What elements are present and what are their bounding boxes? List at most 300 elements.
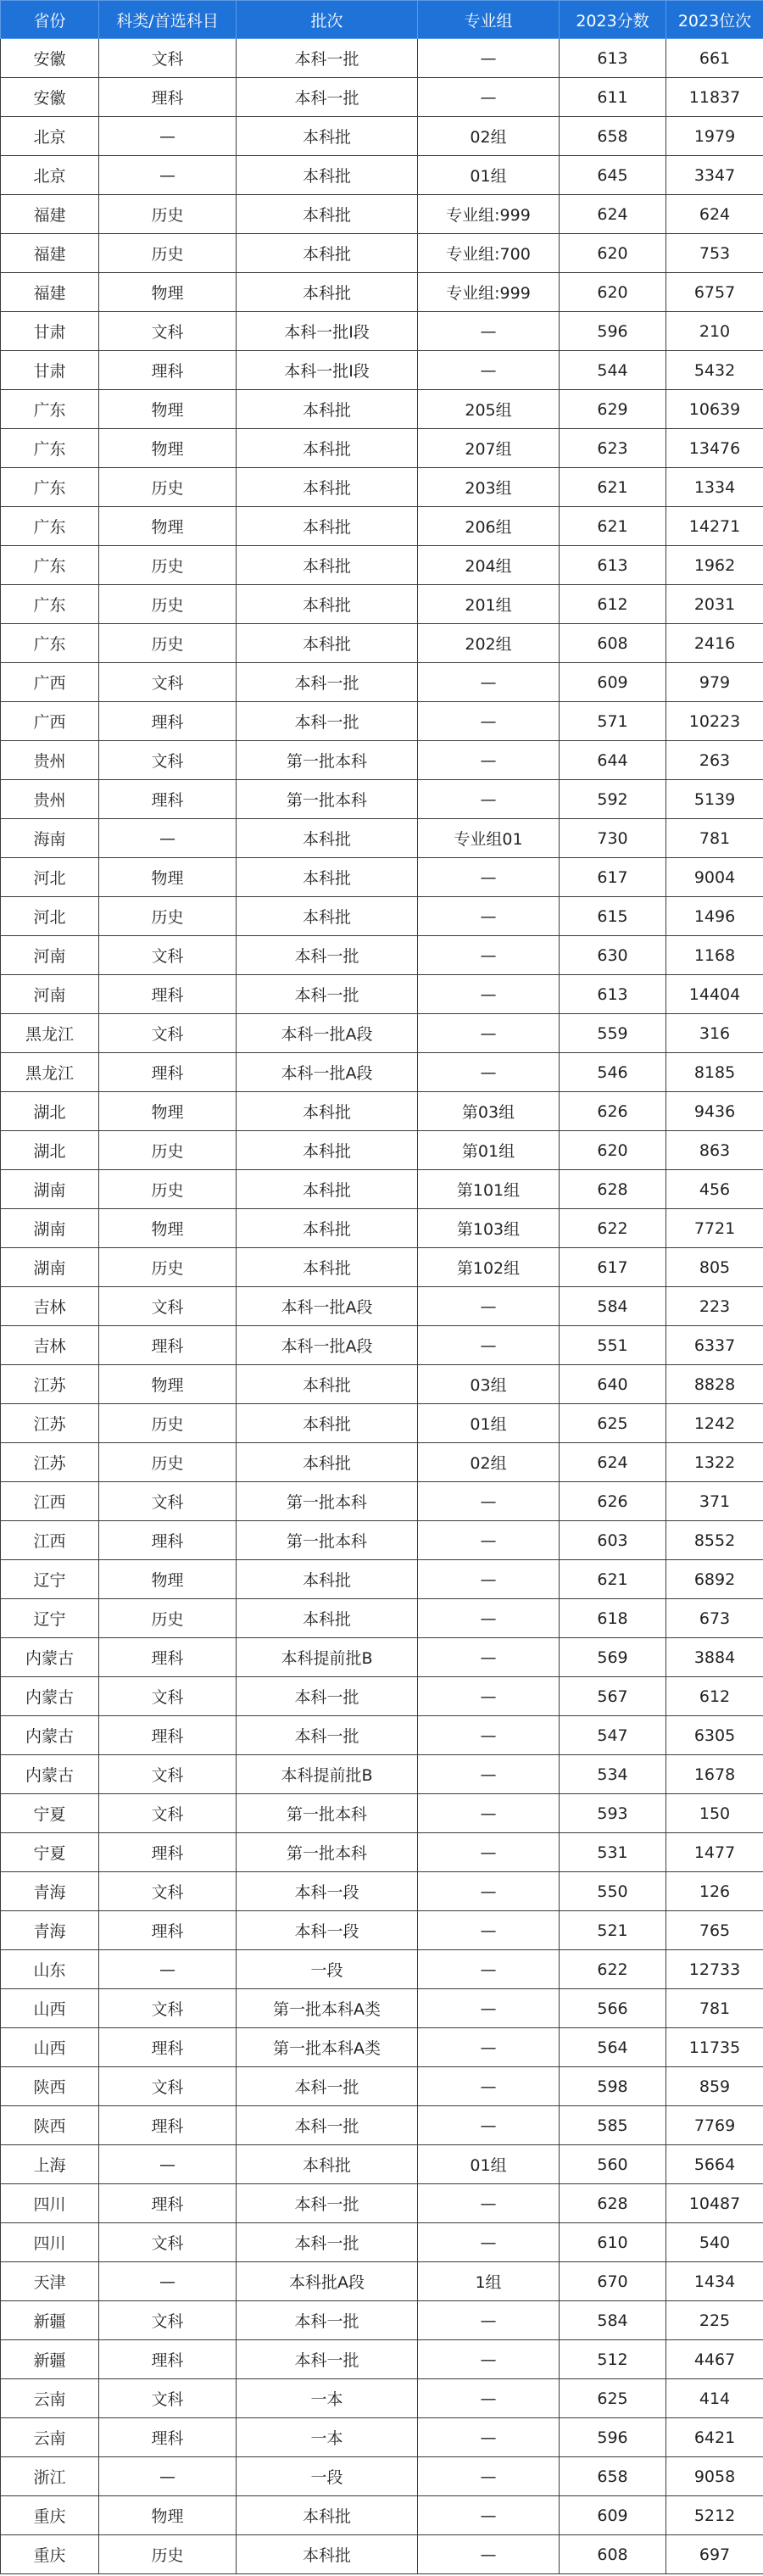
- cell-rank: 7769: [666, 2106, 763, 2145]
- cell-batch: 本科批: [237, 117, 418, 156]
- cell-major-group: 第01组: [418, 1131, 560, 1170]
- cell-batch: 本科一批: [237, 39, 418, 78]
- cell-rank: 150: [666, 1794, 763, 1833]
- cell-rank: 316: [666, 1014, 763, 1053]
- cell-major-group: —: [418, 1482, 560, 1521]
- cell-score: 630: [560, 936, 666, 975]
- cell-subject: 理科: [99, 1053, 237, 1092]
- cell-major-group: 204组: [418, 546, 560, 585]
- cell-rank: 624: [666, 195, 763, 234]
- cell-province: 北京: [1, 117, 99, 156]
- table-row: [1, 2223, 763, 2262]
- cell-province: 广东: [1, 390, 99, 429]
- cell-score: 598: [560, 2067, 666, 2106]
- cell-major-group: —: [418, 1872, 560, 1911]
- cell-province: 安徽: [1, 39, 99, 78]
- cell-rank: 10639: [666, 390, 763, 429]
- cell-score: 620: [560, 273, 666, 312]
- cell-major-group: —: [418, 1638, 560, 1677]
- cell-batch: 本科提前批B: [237, 1755, 418, 1794]
- cell-score: 564: [560, 2028, 666, 2067]
- cell-batch: 一段: [237, 2457, 418, 2496]
- table-row: [1, 1326, 763, 1365]
- cell-score: 571: [560, 702, 666, 741]
- cell-major-group: 01组: [418, 156, 560, 195]
- cell-batch: 第一批本科: [237, 780, 418, 819]
- cell-rank: 14404: [666, 975, 763, 1014]
- cell-rank: 5139: [666, 780, 763, 819]
- cell-batch: 本科批: [237, 858, 418, 897]
- cell-province: 湖南: [1, 1170, 99, 1209]
- cell-subject: 历史: [99, 546, 237, 585]
- cell-major-group: —: [418, 2418, 560, 2457]
- cell-score: 629: [560, 390, 666, 429]
- cell-subject: 文科: [99, 1872, 237, 1911]
- cell-batch: 本科批: [237, 2535, 418, 2574]
- cell-province: 北京: [1, 156, 99, 195]
- cell-major-group: 01组: [418, 2145, 560, 2184]
- cell-major-group: —: [418, 1326, 560, 1365]
- cell-subject: 理科: [99, 2340, 237, 2379]
- cell-batch: 本科一段: [237, 1872, 418, 1911]
- cell-province: 四川: [1, 2184, 99, 2223]
- cell-subject: 物理: [99, 1365, 237, 1404]
- cell-subject: 理科: [99, 1521, 237, 1560]
- cell-subject: —: [99, 156, 237, 195]
- cell-batch: 第一批本科A类: [237, 1989, 418, 2028]
- table-row: [1, 273, 763, 312]
- cell-subject: 文科: [99, 1989, 237, 2028]
- cell-score: 624: [560, 1443, 666, 1482]
- cell-rank: 223: [666, 1287, 763, 1326]
- cell-rank: 5432: [666, 351, 763, 390]
- table-row: [1, 1560, 763, 1599]
- cell-rank: 263: [666, 741, 763, 780]
- cell-batch: 本科批: [237, 1209, 418, 1248]
- cell-major-group: 第101组: [418, 1170, 560, 1209]
- cell-batch: 本科批: [237, 507, 418, 546]
- cell-province: 广东: [1, 585, 99, 624]
- cell-major-group: —: [418, 1911, 560, 1950]
- cell-major-group: —: [418, 663, 560, 702]
- cell-major-group: 03组: [418, 1365, 560, 1404]
- cell-rank: 14271: [666, 507, 763, 546]
- cell-province: 广东: [1, 624, 99, 663]
- cell-batch: 本科批: [237, 1365, 418, 1404]
- cell-subject: 历史: [99, 1599, 237, 1638]
- cell-subject: 历史: [99, 1131, 237, 1170]
- cell-subject: 理科: [99, 2106, 237, 2145]
- cell-subject: 文科: [99, 1677, 237, 1716]
- cell-subject: 文科: [99, 1755, 237, 1794]
- cell-batch: 本科批: [237, 390, 418, 429]
- cell-rank: 1242: [666, 1404, 763, 1443]
- cell-major-group: —: [418, 1755, 560, 1794]
- cell-major-group: —: [418, 780, 560, 819]
- table-row: [1, 624, 763, 663]
- cell-province: 广东: [1, 429, 99, 468]
- table-row: [1, 2106, 763, 2145]
- table-row: [1, 1209, 763, 1248]
- cell-province: 广东: [1, 546, 99, 585]
- cell-batch: 本科批: [237, 624, 418, 663]
- cell-major-group: 207组: [418, 429, 560, 468]
- cell-subject: 理科: [99, 78, 237, 117]
- cell-major-group: —: [418, 975, 560, 1014]
- table-row: [1, 1677, 763, 1716]
- table-row: [1, 975, 763, 1014]
- table-row: [1, 1131, 763, 1170]
- cell-subject: 理科: [99, 702, 237, 741]
- cell-rank: 673: [666, 1599, 763, 1638]
- cell-score: 620: [560, 234, 666, 273]
- cell-subject: 物理: [99, 1092, 237, 1131]
- cell-batch: 本科批: [237, 819, 418, 858]
- table-row: [1, 1482, 763, 1521]
- cell-major-group: 02组: [418, 117, 560, 156]
- table-row: [1, 234, 763, 273]
- cell-province: 内蒙古: [1, 1638, 99, 1677]
- header-score-2023: 2023分数: [560, 1, 666, 39]
- cell-province: 江苏: [1, 1443, 99, 1482]
- cell-rank: 8552: [666, 1521, 763, 1560]
- cell-rank: 1434: [666, 2262, 763, 2301]
- cell-score: 625: [560, 1404, 666, 1443]
- cell-rank: 1334: [666, 468, 763, 507]
- cell-subject: 历史: [99, 1170, 237, 1209]
- cell-major-group: —: [418, 741, 560, 780]
- cell-rank: 10223: [666, 702, 763, 741]
- cell-province: 四川: [1, 2223, 99, 2262]
- cell-rank: 2416: [666, 624, 763, 663]
- cell-subject: 历史: [99, 624, 237, 663]
- cell-rank: 9436: [666, 1092, 763, 1131]
- cell-batch: 本科一批: [237, 1716, 418, 1755]
- cell-subject: 文科: [99, 663, 237, 702]
- cell-province: 甘肃: [1, 312, 99, 351]
- cell-subject: 物理: [99, 1209, 237, 1248]
- cell-major-group: —: [418, 702, 560, 741]
- cell-province: 福建: [1, 195, 99, 234]
- cell-score: 645: [560, 156, 666, 195]
- table-row: [1, 1248, 763, 1287]
- table-row: [1, 2340, 763, 2379]
- cell-rank: 7721: [666, 1209, 763, 1248]
- cell-rank: 781: [666, 819, 763, 858]
- cell-province: 内蒙古: [1, 1716, 99, 1755]
- table-row: [1, 2535, 763, 2574]
- cell-province: 河北: [1, 897, 99, 936]
- cell-subject: 理科: [99, 780, 237, 819]
- cell-score: 566: [560, 1989, 666, 2028]
- cell-rank: 10487: [666, 2184, 763, 2223]
- cell-province: 青海: [1, 1872, 99, 1911]
- cell-major-group: —: [418, 2067, 560, 2106]
- table-row: [1, 2457, 763, 2496]
- cell-batch: 第一批本科: [237, 1794, 418, 1833]
- cell-rank: 3347: [666, 156, 763, 195]
- cell-province: 广西: [1, 663, 99, 702]
- cell-rank: 6305: [666, 1716, 763, 1755]
- cell-batch: 本科批: [237, 546, 418, 585]
- cell-major-group: 专业组:999: [418, 273, 560, 312]
- cell-major-group: —: [418, 351, 560, 390]
- table-row: [1, 2145, 763, 2184]
- table-row: [1, 117, 763, 156]
- table-row: [1, 1521, 763, 1560]
- cell-batch: 本科一批: [237, 2106, 418, 2145]
- cell-province: 辽宁: [1, 1599, 99, 1638]
- cell-province: 江西: [1, 1482, 99, 1521]
- cell-subject: 理科: [99, 1833, 237, 1872]
- cell-subject: 理科: [99, 351, 237, 390]
- cell-rank: 6892: [666, 1560, 763, 1599]
- cell-province: 云南: [1, 2418, 99, 2457]
- cell-rank: 13476: [666, 429, 763, 468]
- cell-major-group: —: [418, 2457, 560, 2496]
- cell-score: 644: [560, 741, 666, 780]
- cell-subject: —: [99, 1950, 237, 1989]
- cell-major-group: —: [418, 2535, 560, 2574]
- table-row: [1, 663, 763, 702]
- cell-major-group: —: [418, 1677, 560, 1716]
- cell-score: 620: [560, 1131, 666, 1170]
- cell-province: 甘肃: [1, 351, 99, 390]
- cell-province: 贵州: [1, 780, 99, 819]
- cell-subject: —: [99, 2145, 237, 2184]
- cell-subject: 历史: [99, 1404, 237, 1443]
- cell-score: 512: [560, 2340, 666, 2379]
- cell-province: 海南: [1, 819, 99, 858]
- cell-rank: 414: [666, 2379, 763, 2418]
- cell-batch: 本科批: [237, 1404, 418, 1443]
- table-row: [1, 1170, 763, 1209]
- table-row: [1, 1716, 763, 1755]
- cell-batch: 本科批: [237, 195, 418, 234]
- cell-rank: 11735: [666, 2028, 763, 2067]
- cell-rank: 765: [666, 1911, 763, 1950]
- cell-score: 625: [560, 2379, 666, 2418]
- cell-rank: 225: [666, 2301, 763, 2340]
- cell-batch: 本科批: [237, 1443, 418, 1482]
- cell-rank: 126: [666, 1872, 763, 1911]
- cell-score: 658: [560, 117, 666, 156]
- cell-subject: 物理: [99, 858, 237, 897]
- cell-rank: 1979: [666, 117, 763, 156]
- cell-score: 609: [560, 663, 666, 702]
- cell-score: 658: [560, 2457, 666, 2496]
- cell-rank: 863: [666, 1131, 763, 1170]
- cell-batch: 本科一批: [237, 2067, 418, 2106]
- cell-score: 617: [560, 858, 666, 897]
- cell-rank: 1496: [666, 897, 763, 936]
- cell-rank: 8185: [666, 1053, 763, 1092]
- header-major-group: 专业组: [418, 1, 560, 39]
- cell-major-group: 专业组:999: [418, 195, 560, 234]
- cell-score: 550: [560, 1872, 666, 1911]
- cell-rank: 661: [666, 39, 763, 78]
- cell-province: 江苏: [1, 1365, 99, 1404]
- cell-subject: 物理: [99, 2496, 237, 2535]
- cell-province: 江苏: [1, 1404, 99, 1443]
- cell-batch: 本科一批: [237, 2301, 418, 2340]
- cell-subject: 文科: [99, 1287, 237, 1326]
- table-row: [1, 741, 763, 780]
- cell-batch: 本科一批I段: [237, 351, 418, 390]
- cell-score: 596: [560, 2418, 666, 2457]
- cell-rank: 4467: [666, 2340, 763, 2379]
- table-row: [1, 585, 763, 624]
- cell-subject: 文科: [99, 39, 237, 78]
- cell-subject: 物理: [99, 507, 237, 546]
- cell-subject: 文科: [99, 2067, 237, 2106]
- cell-rank: 3884: [666, 1638, 763, 1677]
- cell-subject: 历史: [99, 897, 237, 936]
- cell-major-group: —: [418, 1950, 560, 1989]
- cell-rank: 1678: [666, 1755, 763, 1794]
- cell-batch: 一段: [237, 1950, 418, 1989]
- cell-batch: 本科批: [237, 234, 418, 273]
- cell-score: 560: [560, 2145, 666, 2184]
- cell-province: 湖南: [1, 1248, 99, 1287]
- cell-province: 福建: [1, 273, 99, 312]
- cell-score: 613: [560, 546, 666, 585]
- cell-score: 623: [560, 429, 666, 468]
- cell-batch: 本科批: [237, 1170, 418, 1209]
- cell-province: 黑龙江: [1, 1053, 99, 1092]
- cell-score: 670: [560, 2262, 666, 2301]
- cell-rank: 753: [666, 234, 763, 273]
- table-row: [1, 780, 763, 819]
- cell-province: 陕西: [1, 2067, 99, 2106]
- cell-score: 611: [560, 78, 666, 117]
- header-province: 省份: [1, 1, 99, 39]
- cell-major-group: —: [418, 2496, 560, 2535]
- cell-subject: —: [99, 2262, 237, 2301]
- cell-score: 613: [560, 39, 666, 78]
- cell-province: 上海: [1, 2145, 99, 2184]
- cell-rank: 6757: [666, 273, 763, 312]
- cell-batch: 本科一批: [237, 1677, 418, 1716]
- cell-province: 湖南: [1, 1209, 99, 1248]
- cell-province: 河南: [1, 936, 99, 975]
- cell-subject: 历史: [99, 585, 237, 624]
- cell-subject: 历史: [99, 468, 237, 507]
- cell-major-group: —: [418, 2184, 560, 2223]
- table-row: [1, 858, 763, 897]
- cell-batch: 本科批: [237, 2145, 418, 2184]
- cell-province: 内蒙古: [1, 1755, 99, 1794]
- cell-rank: 1168: [666, 936, 763, 975]
- cell-batch: 第一批本科: [237, 1482, 418, 1521]
- cell-batch: 第一批本科: [237, 741, 418, 780]
- cell-score: 551: [560, 1326, 666, 1365]
- cell-major-group: 1组: [418, 2262, 560, 2301]
- cell-score: 608: [560, 2535, 666, 2574]
- cell-score: 547: [560, 1716, 666, 1755]
- cell-major-group: —: [418, 1287, 560, 1326]
- cell-batch: 本科批: [237, 273, 418, 312]
- table-row: [1, 390, 763, 429]
- header-subject: 科类/首选科目: [99, 1, 237, 39]
- cell-score: 618: [560, 1599, 666, 1638]
- cell-rank: 781: [666, 1989, 763, 2028]
- cell-batch: 本科批: [237, 1248, 418, 1287]
- cell-score: 596: [560, 312, 666, 351]
- cell-batch: 本科批: [237, 897, 418, 936]
- table-row: [1, 78, 763, 117]
- cell-rank: 371: [666, 1482, 763, 1521]
- cell-province: 福建: [1, 234, 99, 273]
- table-row: [1, 1794, 763, 1833]
- cell-batch: 本科一批: [237, 2340, 418, 2379]
- table-body: [1, 39, 763, 2574]
- cell-score: 626: [560, 1482, 666, 1521]
- cell-major-group: 第102组: [418, 1248, 560, 1287]
- cell-subject: 理科: [99, 1638, 237, 1677]
- cell-subject: 物理: [99, 429, 237, 468]
- cell-batch: 本科一段: [237, 1911, 418, 1950]
- cell-score: 569: [560, 1638, 666, 1677]
- cell-major-group: —: [418, 2106, 560, 2145]
- cell-major-group: —: [418, 1716, 560, 1755]
- cell-rank: 805: [666, 1248, 763, 1287]
- cell-province: 贵州: [1, 741, 99, 780]
- table-row: [1, 429, 763, 468]
- cell-score: 585: [560, 2106, 666, 2145]
- cell-province: 安徽: [1, 78, 99, 117]
- cell-rank: 12733: [666, 1950, 763, 1989]
- table-row: [1, 1872, 763, 1911]
- cell-score: 621: [560, 507, 666, 546]
- cell-subject: 理科: [99, 2418, 237, 2457]
- table-row: [1, 2028, 763, 2067]
- cell-subject: 历史: [99, 1248, 237, 1287]
- cell-batch: 本科一批A段: [237, 1326, 418, 1365]
- cell-score: 559: [560, 1014, 666, 1053]
- cell-rank: 1962: [666, 546, 763, 585]
- cell-rank: 8828: [666, 1365, 763, 1404]
- cell-score: 593: [560, 1794, 666, 1833]
- cell-province: 天津: [1, 2262, 99, 2301]
- cell-major-group: —: [418, 936, 560, 975]
- cell-batch: 本科一批: [237, 2223, 418, 2262]
- table-row: [1, 195, 763, 234]
- cell-score: 621: [560, 1560, 666, 1599]
- cell-batch: 一本: [237, 2418, 418, 2457]
- cell-batch: 本科批: [237, 1560, 418, 1599]
- cell-score: 544: [560, 351, 666, 390]
- cell-major-group: 02组: [418, 1443, 560, 1482]
- cell-subject: 文科: [99, 312, 237, 351]
- cell-score: 584: [560, 1287, 666, 1326]
- cell-batch: 本科批: [237, 2496, 418, 2535]
- cell-rank: 11837: [666, 78, 763, 117]
- cell-province: 山西: [1, 2028, 99, 2067]
- cell-score: 624: [560, 195, 666, 234]
- header-rank-2023: 2023位次: [666, 1, 763, 39]
- cell-province: 青海: [1, 1911, 99, 1950]
- cell-batch: 本科一批: [237, 975, 418, 1014]
- cell-batch: 本科批: [237, 1599, 418, 1638]
- cell-batch: 本科批: [237, 1092, 418, 1131]
- cell-batch: 本科批: [237, 1131, 418, 1170]
- cell-province: 新疆: [1, 2301, 99, 2340]
- table-row: [1, 1053, 763, 1092]
- cell-score: 617: [560, 1248, 666, 1287]
- table-row: [1, 1365, 763, 1404]
- cell-batch: 第一批本科: [237, 1833, 418, 1872]
